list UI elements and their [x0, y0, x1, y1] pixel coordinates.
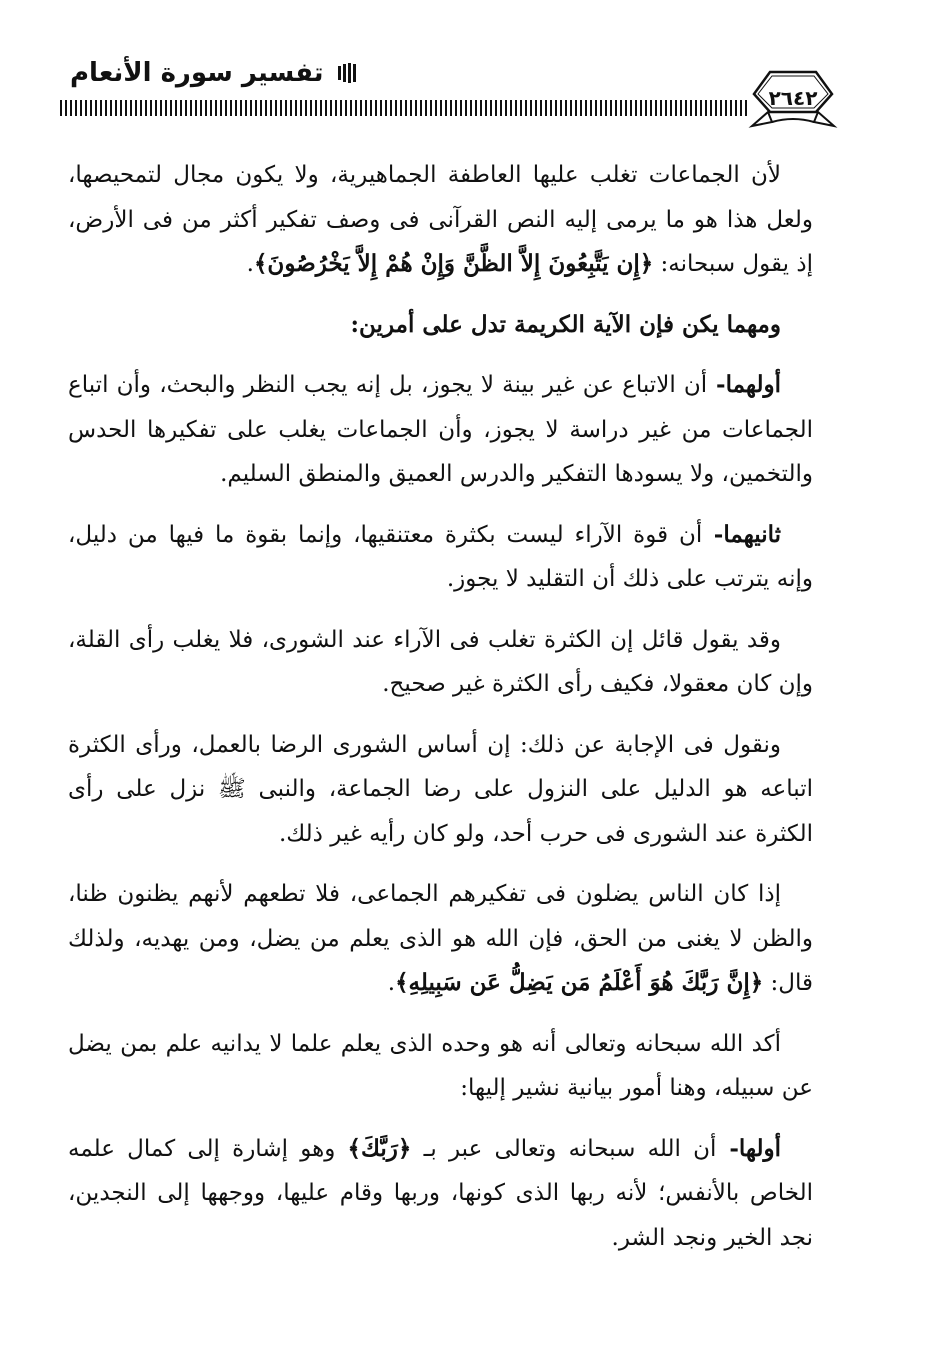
paragraph-text: لأن الجماعات تغلب عليها العاطفة الجماهيرية، ولا يكون مجال لتمحيصها، ولعل هذا هو ما يرمى إليه النص القرآنى فى وصف تفكير أكثر من فى الأرض، إذ يقول سبحانه:: [68, 162, 813, 277]
paragraph-text: إذا كان الناس يضلون فى تفكيرهم الجماعى، فلا تطعهم لأنهم يظنون ظنا، والظن لا يغنى من الحق، فإن الله هو الذى يعلم من يضل، ومن يهديه، ولذلك قال:: [68, 881, 813, 996]
point-label: أولها-: [716, 1134, 782, 1162]
header-rule: [60, 100, 750, 116]
paragraph: [68, 1127, 813, 1261]
quran-verse: ﴿إِنَّ رَبَّكَ هُوَ أَعْلَمُ مَن يَضِلُّ عَن سَبِيلِهِ﴾: [395, 969, 764, 996]
paragraph: [68, 363, 813, 497]
paragraph-text: أن الله سبحانه وتعالى عبر بـ: [411, 1135, 717, 1162]
paragraph-text: .: [387, 970, 396, 996]
paragraph-text: ونقول فى الإجابة عن ذلك: إن أساس الشورى الرضا بالعمل، ورأى الكثرة اتباعه هو الدليل على النزول على رضا الجماعة، والنبى ﷺ نزل على رأى الكثرة عند الشورى فى حرب أحد، ولو كان رأيه غير ذلك.: [68, 731, 813, 847]
surah-title: تفسير سورة الأنعام: [70, 58, 324, 88]
point-label: ثانيهما-: [702, 520, 782, 548]
page-number: ٢٦٤٢: [768, 86, 818, 110]
running-header: [70, 58, 360, 88]
paragraph: [68, 513, 813, 602]
paragraph: [68, 618, 813, 707]
paragraph: [68, 723, 813, 857]
paragraph: [68, 872, 813, 1006]
quran-verse: ﴿إِن يَتَّبِعُونَ إِلاَّ الظَّنَّ وَإِنْ هُمْ إِلاَّ يَخْرُصُونَ﴾: [253, 250, 654, 277]
paragraph: [68, 1022, 813, 1111]
section-heading: ومهما يكن فإن الآية الكريمة تدل على أمرين:: [350, 310, 781, 338]
paragraph: [68, 153, 813, 287]
paragraph-text: أن قوة الآراء ليست بكثرة معتنقيها، وإنما بقوة ما فيها من دليل، وإنه يترتب على ذلك أن التقليد لا يجوز.: [68, 521, 813, 592]
paragraph-text: أكد الله سبحانه وتعالى أنه هو وحده الذى يعلم علما لا يدانيه علم بمن يضل عن سبيله، وهنا أمور بيانية نشير إليها:: [68, 1030, 813, 1101]
paragraph-text: وقد يقول قائل إن الكثرة تغلب فى الآراء عند الشورى، فلا يغلب رأى القلة، وإن كان معقولا، فكيف رأى الكثرة غير صحيح.: [68, 626, 813, 697]
ornament-icon: [336, 62, 360, 84]
point-label: أولهما-: [707, 371, 781, 398]
paragraph-text: أن الاتباع عن غير بينة لا يجوز، بل إنه يجب النظر والبحث، وأن اتباع الجماعات من غير دراسة لا يجوز، وأن الجماعات يغلب على تفكيرها الحدس والتخمين، ولا يسودها التفكير والدرس العميق والمنطق السليم.: [68, 372, 813, 487]
paragraph-text: .: [246, 251, 254, 277]
paragraph-text: وهو إشارة إلى كمال علمه الخاص بالأنفس؛ لأنه ربها الذى كونها، وربها وقام عليها، ووجهها إلى النجدين، نجد الخير ونجد الشر.: [68, 1135, 813, 1251]
page-body: [68, 153, 813, 1276]
page-number-badge: [744, 66, 842, 132]
quran-verse: ﴿رَبَّكَ﴾: [347, 1134, 412, 1162]
